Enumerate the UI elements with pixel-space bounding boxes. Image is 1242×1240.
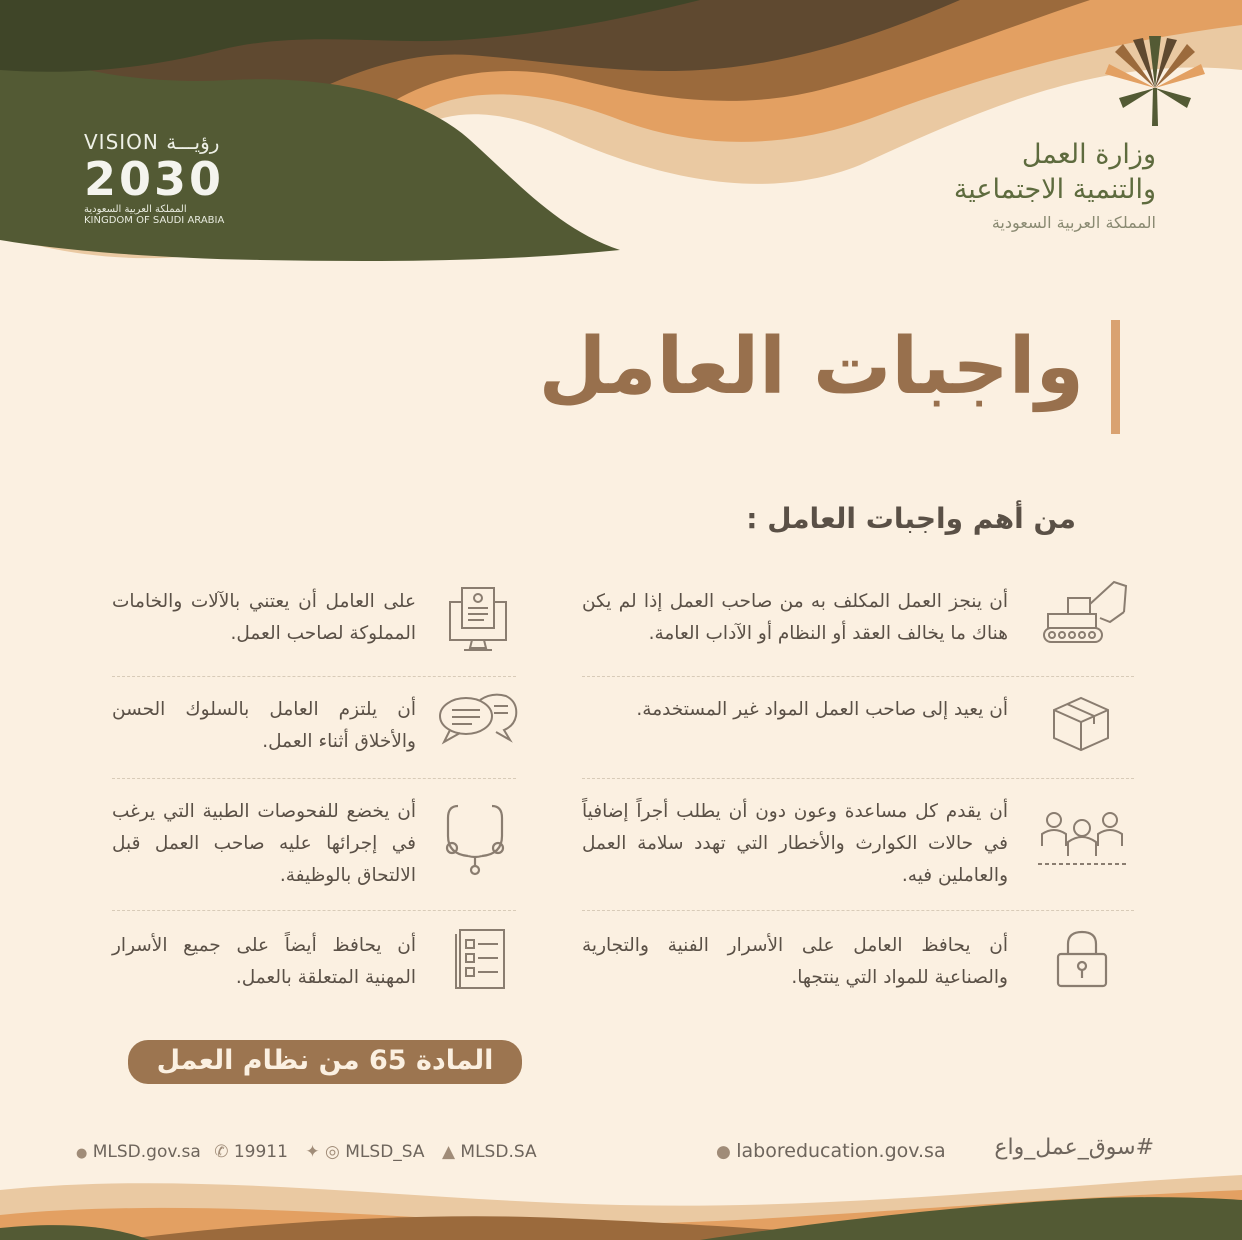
- divider: [582, 910, 1134, 911]
- divider: [112, 676, 516, 677]
- excavator-icon: [1040, 578, 1130, 648]
- globe-icon: ●: [716, 1142, 731, 1162]
- title-accent-bar: [1111, 320, 1120, 434]
- ministry-name-line1: وزارة العمل: [1021, 139, 1156, 170]
- section-subtitle: من أهم واجبات العامل :: [746, 502, 1076, 535]
- computer-document-icon: [446, 584, 510, 654]
- snapchat-icon: ▲: [441, 1142, 456, 1162]
- duty-item-text: أن ينجز العمل المكلف به من صاحب العمل إذا لم يكن هناك ما يخالف العقد أو النظام أو الآداب العامة.: [582, 591, 1008, 644]
- duty-item-text: أن يحافظ العامل على الأسرار الفنية والتجارية والصناعية للمواد التي ينتجها.: [582, 935, 1008, 988]
- duty-item-text: على العامل أن يعتني بالآلات والخامات المملوكة لصاحب العمل.: [112, 591, 416, 644]
- vision-year: 2030: [84, 152, 225, 206]
- checklist-document-icon: [452, 926, 508, 992]
- instagram-icon: ◎: [325, 1142, 340, 1162]
- padlock-icon: [1054, 928, 1110, 990]
- duty-item-text: أن يعيد إلى صاحب العمل المواد غير المستخدمة.: [636, 699, 1008, 720]
- hashtag: #سوق_عمل_واع: [994, 1135, 1154, 1160]
- stethoscope-icon: [442, 800, 514, 876]
- footer-site-text: laboreducation.gov.sa: [736, 1140, 946, 1162]
- duty-item-text: أن يخضع للفحوصات الطبية التي يرغب في إجرائها عليه صاحب العمل قبل الالتحاق بالوظيفة.: [112, 801, 416, 886]
- duty-item-text: أن يحافظ أيضاً على جميع الأسرار المهنية المتعلقة بالعمل.: [112, 935, 416, 988]
- phone-text[interactable]: 19911: [233, 1142, 288, 1162]
- box-icon: [1050, 692, 1112, 754]
- divider: [112, 910, 516, 911]
- chat-bubbles-icon: [436, 690, 520, 746]
- phone-icon: ✆: [214, 1142, 229, 1162]
- twitter-handle-text[interactable]: MLSD_SA: [345, 1142, 425, 1162]
- divider: [112, 778, 516, 779]
- website-text[interactable]: MLSD.gov.sa: [92, 1142, 201, 1162]
- divider: [582, 778, 1134, 779]
- workers-group-icon: [1036, 806, 1128, 868]
- article-reference-badge: المادة 65 من نظام العمل: [128, 1040, 522, 1084]
- footer-site-link[interactable]: [716, 1140, 946, 1162]
- globe-icon: ●: [76, 1146, 88, 1161]
- vision-sub-en: KINGDOM OF SAUDI ARABIA: [84, 215, 225, 226]
- divider: [582, 676, 1134, 677]
- palm-logo-icon: [1102, 30, 1208, 134]
- duty-item-text: أن يلتزم العامل بالسلوك الحسن والأخلاق أثناء العمل.: [112, 699, 416, 752]
- twitter-icon: ✦: [305, 1142, 320, 1162]
- ministry-name-line2: والتنمية الاجتماعية: [953, 174, 1156, 205]
- ministry-country: المملكة العربية السعودية: [991, 213, 1156, 232]
- vision-label: VISION رؤيـــة: [84, 130, 220, 154]
- footer-contacts: [76, 1142, 537, 1162]
- snapchat-handle-text[interactable]: MLSD.SA: [460, 1142, 537, 1162]
- vision-2030-logo: [84, 130, 224, 226]
- vision-sub-ar: المملكة العربية السعودية: [84, 204, 187, 215]
- page-title: واجبات العامل: [538, 322, 1084, 412]
- duty-item-text: أن يقدم كل مساعدة وعون دون أن يطلب أجراً إضافياً في حالات الكوارث والأخطار التي تهدد سلامة العمل والعاملين فيه.: [582, 801, 1008, 886]
